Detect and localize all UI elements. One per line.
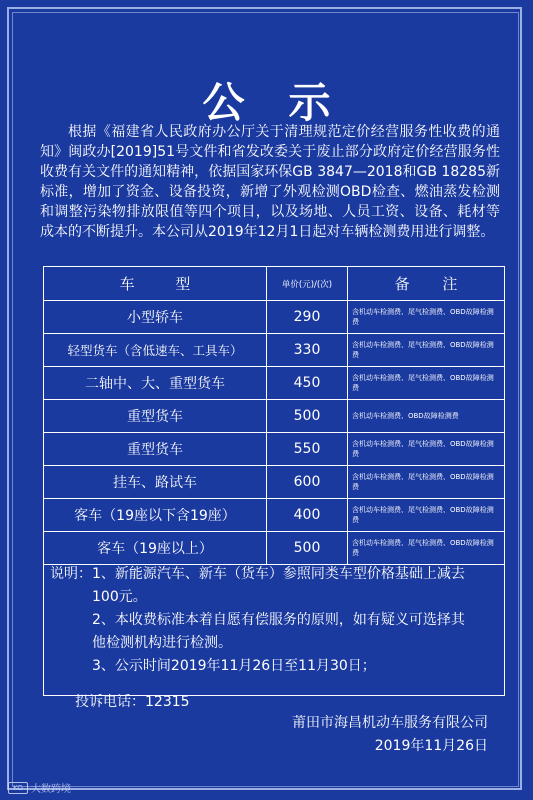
organization-name: 莆田市海昌机动车服务有限公司 bbox=[292, 715, 488, 731]
vehicle-type: 客车（19座以上） bbox=[44, 532, 267, 565]
unit-price: 450 bbox=[267, 367, 348, 400]
notice-body: 根据《福建省人民政府办公厅关于清理规范定价经营服务性收费的通知》闽政办[2019]51号文件和省发改委关于废止部分政府定价经营服务性收费有关文件的通知精神，依据国家环保GB 3847—2018和GB 18285新标准，增加了资金、设备投资，新增了外观检测OBD检查、燃油蒸发检测和调整污染物排放限值等四个项目，以及场地、人员工资、设备、耗材等成本的不断提升。本公司从2019年12月1日起对车辆检测费用进行调整。 bbox=[40, 124, 500, 240]
vehicle-type: 重型货车 bbox=[44, 433, 267, 466]
unit-price: 500 bbox=[267, 400, 348, 433]
remark: 含机动车检测费、OBD故障检测费 bbox=[348, 400, 505, 433]
remark: 含机动车检测费、尾气检测费、OBD故障检测费 bbox=[348, 367, 505, 400]
header-vehicle-type: 车 型 bbox=[44, 267, 267, 301]
signature-date: 2019年11月26日 bbox=[374, 738, 488, 754]
table-row bbox=[44, 532, 505, 565]
explanation-line-2-cont: 他检测机构进行检测。 bbox=[92, 635, 232, 651]
remark: 含机动车检测费、尾气检测费、OBD故障检测费 bbox=[348, 334, 505, 367]
table-row bbox=[44, 334, 505, 367]
explanation-line-3: 3、公示时间2019年11月26日至11月30日； bbox=[92, 658, 376, 674]
explanation-line-1-cont: 100元。 bbox=[92, 589, 147, 605]
header-remarks: 备 注 bbox=[348, 267, 505, 301]
unit-price: 400 bbox=[267, 499, 348, 532]
header-unit-price: 单价(元)/(次) bbox=[267, 267, 348, 301]
remark: 含机动车检测费、尾气检测费、OBD故障检测费 bbox=[348, 301, 505, 334]
table-row bbox=[44, 367, 505, 400]
unit-price: 600 bbox=[267, 466, 348, 499]
complaint-phone: 投诉电话：12315 bbox=[75, 694, 190, 710]
vehicle-type: 小型轿车 bbox=[44, 301, 267, 334]
unit-price: 550 bbox=[267, 433, 348, 466]
table-row bbox=[44, 433, 505, 466]
remark: 含机动车检测费、尾气检测费、OBD故障检测费 bbox=[348, 532, 505, 565]
remark: 含机动车检测费、尾气检测费、OBD故障检测费 bbox=[348, 499, 505, 532]
table-row bbox=[44, 400, 505, 433]
unit-price: 290 bbox=[267, 301, 348, 334]
explanation-block bbox=[43, 563, 505, 696]
vehicle-type: 轻型货车（含低速车、工具车） bbox=[44, 334, 267, 367]
watermark bbox=[8, 780, 71, 795]
unit-price: 500 bbox=[267, 532, 348, 565]
vehicle-type: 挂车、路试车 bbox=[44, 466, 267, 499]
table-header-row bbox=[44, 267, 505, 301]
fee-table bbox=[43, 266, 505, 565]
remark: 含机动车检测费、尾气检测费、OBD故障检测费 bbox=[348, 466, 505, 499]
explanation-line-1: 说明：1、新能源汽车、新车（货车）参照同类车型价格基础上减去 bbox=[50, 566, 465, 582]
table-row bbox=[44, 301, 505, 334]
watermark-logo-icon: KO bbox=[8, 782, 28, 794]
vehicle-type: 客车（19座以下含19座） bbox=[44, 499, 267, 532]
notice-title: 公示 bbox=[202, 78, 375, 127]
vehicle-type: 重型货车 bbox=[44, 400, 267, 433]
table-row bbox=[44, 466, 505, 499]
remark: 含机动车检测费、尾气检测费、OBD故障检测费 bbox=[348, 433, 505, 466]
table-row bbox=[44, 499, 505, 532]
watermark-text: 大数跨境 bbox=[31, 784, 71, 795]
unit-price: 330 bbox=[267, 334, 348, 367]
explanation-line-2: 2、本收费标准本着自愿有偿服务的原则，如有疑义可选择其 bbox=[92, 612, 465, 628]
vehicle-type: 二轴中、大、重型货车 bbox=[44, 367, 267, 400]
